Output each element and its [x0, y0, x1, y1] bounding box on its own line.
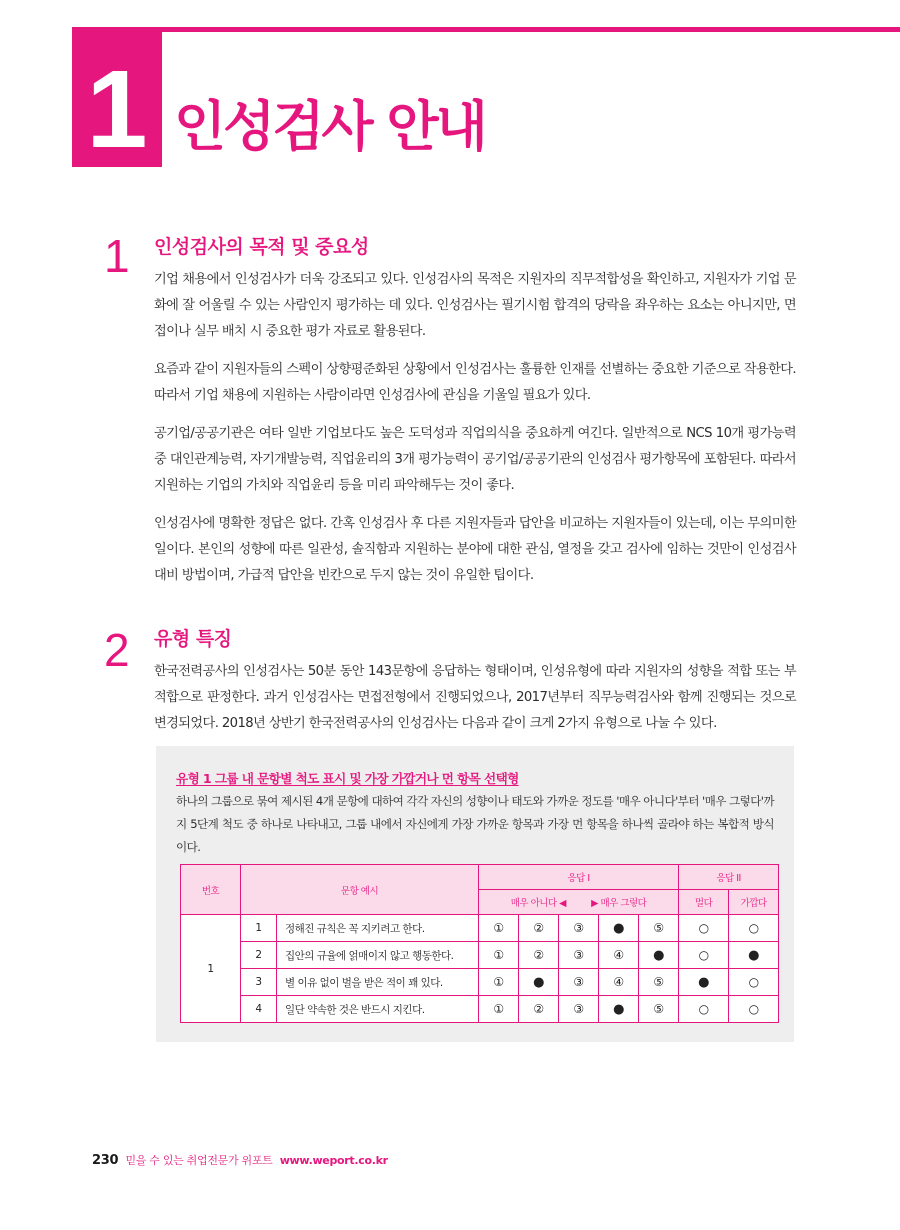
scale-option[interactable]: ① [479, 996, 519, 1023]
section-1-paragraph: 인성검사에 명확한 정답은 없다. 간혹 인성검사 후 다른 지원자들과 답안을 비교하는 지원자들이 있는데, 이는 무의미한 일이다. 본인의 성향에 따른 일관성, 솔직함과 지원하는 분야에 대한 관심, 열정을 갖고 검사에 임하는 것만이 인성검사 대비 방법이며, 가급적 답안을 빈칸으로 두지 않는 것이 유일한 팁이다. [154, 516, 796, 583]
page-number: 230 [92, 1153, 119, 1168]
table-row [181, 915, 779, 942]
scale-option-selected[interactable]: ● [519, 969, 559, 996]
far-option[interactable]: ○ [679, 996, 729, 1023]
chapter-number: 1 [86, 48, 148, 171]
section-1-paragraph: 공기업/공공기관은 여타 일반 기업보다도 높은 도덕성과 직업의식을 중요하게 여긴다. 일반적으로 NCS 10개 평가능력 중 대인관계능력, 자기개발능력, 직업윤리의 3개 평가능력이 공기업/공공기관의 인성검사 평가항목에 포함된다. 따라서 지원하는 기업의 가치와 직업윤리 등을 미리 파악해두는 것이 좋다. [154, 426, 796, 493]
type-1-box [156, 746, 794, 1042]
scale-option[interactable]: ③ [559, 996, 599, 1023]
section-1-number: 1 [104, 230, 130, 282]
scale-option[interactable]: ⑤ [639, 969, 679, 996]
header-response-1: 응답 I [479, 865, 679, 890]
scale-option[interactable]: ③ [559, 915, 599, 942]
scale-option[interactable]: ⑤ [639, 915, 679, 942]
row-number: 2 [241, 942, 277, 969]
group-number: 1 [181, 915, 241, 1023]
footer-tagline: 믿을 수 있는 취업전문가 위포트 [125, 1154, 273, 1167]
scale-option[interactable]: ④ [599, 942, 639, 969]
scale-option[interactable]: ① [479, 942, 519, 969]
row-statement: 정해진 규칙은 꼭 지키려고 한다. [277, 915, 479, 942]
section-2-body [154, 659, 796, 749]
header-number: 번호 [181, 865, 241, 915]
scale-option[interactable]: ③ [559, 942, 599, 969]
section-1-body [154, 267, 796, 601]
scale-option[interactable]: ① [479, 969, 519, 996]
section-1-paragraph: 기업 채용에서 인성검사가 더욱 강조되고 있다. 인성검사의 목적은 지원자의 직무적합성을 확인하고, 지원자가 기업 문화에 잘 어울릴 수 있는 사람인지 평가하는 데 있다. 인성검사는 필기시험 합격의 당락을 좌우하는 요소는 아니지만, 면접이나 실무 배치 시 중요한 평가 자료로 활용된다. [154, 272, 796, 339]
section-1-paragraph: 요즘과 같이 지원자들의 스펙이 상향평준화된 상황에서 인성검사는 훌륭한 인재를 선별하는 중요한 기준으로 작용한다. 따라서 기업 채용에 지원하는 사람이라면 인성검사에 관심을 기울일 필요가 있다. [154, 362, 796, 403]
table-row [181, 996, 779, 1023]
table-row [181, 942, 779, 969]
scale-option[interactable]: ④ [599, 969, 639, 996]
row-number: 4 [241, 996, 277, 1023]
scale-option[interactable]: ② [519, 996, 559, 1023]
header-example: 문항 예시 [241, 865, 479, 915]
near-option-selected[interactable]: ● [729, 942, 779, 969]
far-option[interactable]: ○ [679, 915, 729, 942]
far-option[interactable]: ○ [679, 942, 729, 969]
footer-url[interactable]: www.weport.co.kr [279, 1154, 388, 1167]
scale-option[interactable]: ① [479, 915, 519, 942]
response-table [180, 864, 779, 1023]
header-near: 가깝다 [729, 890, 779, 915]
row-number: 1 [241, 915, 277, 942]
page-footer [92, 1152, 388, 1168]
row-statement: 일단 약속한 것은 반드시 지킨다. [277, 996, 479, 1023]
near-option[interactable]: ○ [729, 915, 779, 942]
chapter-number-box [72, 27, 162, 171]
row-number: 3 [241, 969, 277, 996]
header-response-2: 응답 II [679, 865, 779, 890]
near-option[interactable]: ○ [729, 996, 779, 1023]
scale-option-selected[interactable]: ● [639, 942, 679, 969]
section-2-paragraph: 한국전력공사의 인성검사는 50분 동안 143문항에 응답하는 형태이며, 인성유형에 따라 지원자의 성향을 적합 또는 부적합으로 판정한다. 과거 인성검사는 면접전형에서 진행되었으나, 2017년부터 직무능력검사와 함께 진행되는 것으로 변경되었다. 2018년 상반기 한국전력공사의 인성검사는 다음과 같이 크게 2가지 유형으로 나눌 수 있다. [154, 664, 796, 731]
row-statement: 별 이유 없이 벌을 받은 적이 꽤 있다. [277, 969, 479, 996]
section-2-title: 유형 특징 [154, 628, 232, 650]
section-1-title: 인성검사의 목적 및 중요성 [154, 236, 369, 258]
header-far: 멀다 [679, 890, 729, 915]
near-option[interactable]: ○ [729, 969, 779, 996]
top-rule [72, 27, 900, 32]
scale-option[interactable]: ③ [559, 969, 599, 996]
scale-option[interactable]: ② [519, 915, 559, 942]
header-scale: 매우 아니다 ◀ ▶ 매우 그렇다 [479, 890, 679, 915]
scale-option[interactable]: ⑤ [639, 996, 679, 1023]
type-1-description: 하나의 그룹으로 묶여 제시된 4개 문항에 대하여 각각 자신의 성향이나 태도와 가까운 정도를 '매우 아니다'부터 '매우 그렇다'까지 5단계 척도 중 하나로 나타내고, 그룹 내에서 자신에게 가장 가까운 항목과 가장 먼 항목을 하나씩 골라야 하는 복합적 방식이다. [176, 794, 774, 854]
scale-option-selected[interactable]: ● [599, 996, 639, 1023]
section-2-number: 2 [104, 624, 130, 676]
scale-option-selected[interactable]: ● [599, 915, 639, 942]
table-row [181, 969, 779, 996]
scale-option[interactable]: ② [519, 942, 559, 969]
far-option-selected[interactable]: ● [679, 969, 729, 996]
type-1-title: 유형 1 그룹 내 문항별 척도 표시 및 가장 가깝거나 먼 항목 선택형 [176, 771, 519, 786]
row-statement: 집안의 규율에 얽매이지 않고 행동한다. [277, 942, 479, 969]
chapter-title: 인성검사 안내 [174, 95, 485, 158]
